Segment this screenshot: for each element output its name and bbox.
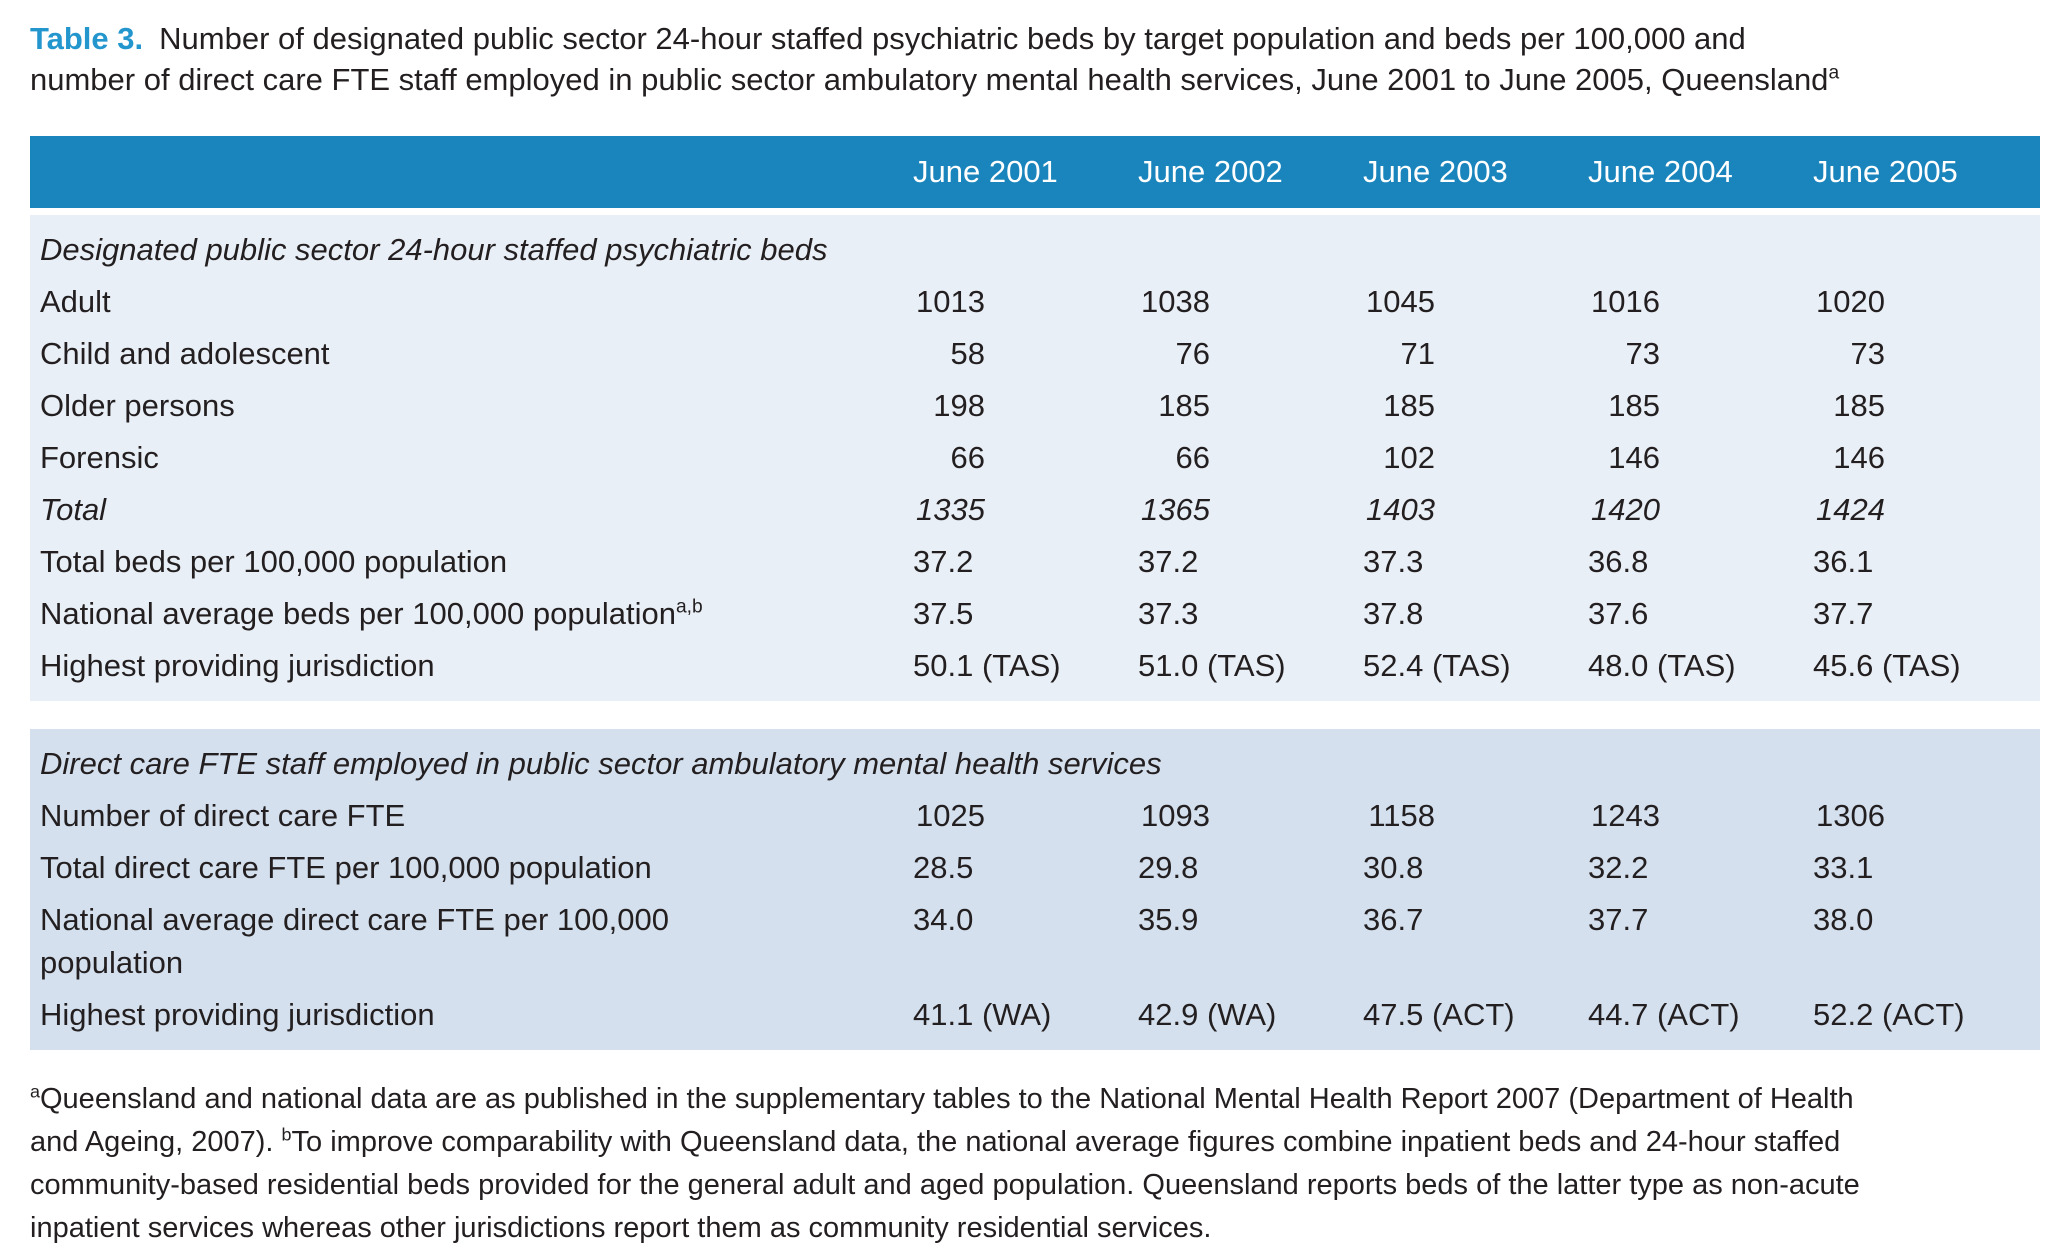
caption-line-2 (30, 59, 2037, 100)
value-cell (1138, 436, 1363, 479)
caption-footnote-marker: a (1828, 62, 1840, 84)
table-row (30, 587, 2040, 639)
column-header-june-2003: June 2003 (1363, 154, 1508, 189)
value-cell (1138, 384, 1363, 427)
table-row (30, 988, 2040, 1040)
footnote-text: community-based residential beds provided for the general adult and aged population. Queensland reports beds of the latter type as non-acute (30, 1169, 1860, 1201)
value-number: 1016 (1591, 284, 1660, 319)
value-cell (1588, 384, 1813, 427)
value-number: 1403 (1366, 492, 1435, 527)
column-header-june-2001: June 2001 (913, 154, 1058, 189)
footnote-line (30, 1121, 2037, 1164)
table-row (30, 893, 2040, 988)
value-cell: 37.2 (913, 544, 974, 579)
value-number: 73 (1850, 336, 1885, 371)
caption-text-1: Number of designated public sector 24-hour staffed psychiatric beds by target population and beds per 100,000 and (159, 21, 1746, 56)
value-cell (1588, 280, 1813, 323)
row-label (30, 540, 913, 583)
value-cell: 37.7 (1588, 902, 1649, 937)
footnote-text: inpatient services whereas other jurisdictions report them as community residential services. (30, 1212, 1212, 1244)
footnote-text: and Ageing, 2007). (30, 1126, 282, 1158)
section-header-row (30, 223, 2040, 275)
row-footnote-marker: a,b (675, 596, 703, 618)
value-cell (1813, 488, 2038, 531)
value-cell (1813, 332, 2038, 375)
footnote-text: To improve comparability with Queensland data, the national average figures combine inpatient beds and 24-hour staffed (291, 1126, 1841, 1158)
value-number: 1306 (1816, 798, 1885, 833)
value-number: 73 (1625, 336, 1660, 371)
value-cell (913, 794, 1138, 837)
row-label-line: Number of direct care FTE (40, 798, 406, 833)
value-cell (913, 332, 1138, 375)
value-cell (1138, 794, 1363, 837)
value-cell: 36.8 (1588, 544, 1649, 579)
value-cell: 30.8 (1363, 850, 1424, 885)
value-cell (1363, 280, 1588, 323)
value-cell: 37.6 (1588, 596, 1649, 631)
value-cell: 33.1 (1813, 850, 1874, 885)
row-label (30, 794, 913, 837)
footnote-line (30, 1207, 2037, 1250)
value-number: 146 (1833, 440, 1885, 475)
value-number: 1243 (1591, 798, 1660, 833)
value-cell: 44.7 (ACT) (1588, 997, 1740, 1032)
value-cell (913, 488, 1138, 531)
value-cell: 48.0 (TAS) (1588, 648, 1736, 683)
caption-text-2: number of direct care FTE staff employed in public sector ambulatory mental health services, June 2001 to June 2005, Queensland (30, 62, 1829, 97)
value-number: 66 (950, 440, 985, 475)
value-cell (1363, 332, 1588, 375)
value-cell: 51.0 (TAS) (1138, 648, 1286, 683)
value-cell: 41.1 (WA) (913, 997, 1052, 1032)
table-row (30, 379, 2040, 431)
value-cell: 32.2 (1588, 850, 1649, 885)
column-header-june-2004: June 2004 (1588, 154, 1733, 189)
value-cell (1588, 488, 1813, 531)
footnote-line (30, 1078, 2037, 1121)
value-cell (913, 384, 1138, 427)
value-cell (1813, 794, 2038, 837)
row-label-line: National average beds per 100,000 population$^{a,b}$ (40, 596, 703, 631)
row-label (30, 993, 913, 1036)
table-number-label: Table 3. (30, 21, 144, 56)
value-number: 58 (950, 336, 985, 371)
value-cell (1588, 436, 1813, 479)
value-cell (913, 436, 1138, 479)
row-label-line: Child and adolescent (40, 336, 330, 371)
value-number: 185 (1608, 388, 1660, 423)
row-label (30, 592, 913, 635)
footnote-text: Queensland and national data are as published in the supplementary tables to the National Mental Health Report 2007 (Department of Health (40, 1083, 1854, 1115)
row-label (30, 898, 913, 984)
value-cell: 35.9 (1138, 902, 1199, 937)
row-label-line: Total (40, 492, 107, 527)
table-row (30, 841, 2040, 893)
value-cell: 45.6 (TAS) (1813, 648, 1961, 683)
row-label-line: population (40, 945, 184, 980)
section-header-label: Direct care FTE staff employed in public sector ambulatory mental health services (40, 746, 1162, 781)
value-cell (913, 280, 1138, 323)
value-cell: 34.0 (913, 902, 974, 937)
table-caption (0, 0, 2065, 100)
value-cell (1138, 332, 1363, 375)
row-label-line: Older persons (40, 388, 235, 423)
table-section-psychiatric-beds (30, 215, 2040, 701)
value-number: 185 (1383, 388, 1435, 423)
value-cell: 37.8 (1363, 596, 1424, 631)
value-cell: 52.2 (ACT) (1813, 997, 1965, 1032)
footnote-marker: b (281, 1124, 292, 1145)
row-label-line: Total beds per 100,000 population (40, 544, 508, 579)
caption-line-1 (30, 18, 2037, 59)
table-header-row (30, 136, 2040, 208)
value-number: 1013 (916, 284, 985, 319)
value-number: 1045 (1366, 284, 1435, 319)
value-cell: 50.1 (TAS) (913, 648, 1061, 683)
column-header-june-2002: June 2002 (1138, 154, 1283, 189)
value-number: 1335 (916, 492, 985, 527)
table-section-fte-staff (30, 729, 2040, 1050)
section-header-row (30, 737, 2040, 789)
value-cell: 52.4 (TAS) (1363, 648, 1511, 683)
value-cell: 37.5 (913, 596, 974, 631)
value-number: 146 (1608, 440, 1660, 475)
value-cell: 36.1 (1813, 544, 1874, 579)
row-label-line: Adult (40, 284, 111, 319)
value-cell: 42.9 (WA) (1138, 997, 1277, 1032)
value-cell (1588, 794, 1813, 837)
value-cell (1363, 488, 1588, 531)
value-cell (1363, 384, 1588, 427)
value-number: 1365 (1141, 492, 1210, 527)
value-cell: 37.3 (1363, 544, 1424, 579)
value-cell (1138, 488, 1363, 531)
row-label-line: Highest providing jurisdiction (40, 997, 435, 1032)
value-number: 1020 (1816, 284, 1885, 319)
column-header-june-2005: June 2005 (1813, 154, 1958, 189)
footnote-marker: a (30, 1081, 40, 1102)
value-cell (1813, 384, 2038, 427)
value-number: 71 (1400, 336, 1435, 371)
value-cell: 36.7 (1363, 902, 1424, 937)
value-cell: 29.8 (1138, 850, 1199, 885)
value-cell: 37.7 (1813, 596, 1874, 631)
value-number: 1093 (1141, 798, 1210, 833)
row-label-line: National average direct care FTE per 100,000 (40, 902, 669, 937)
value-cell (1813, 436, 2038, 479)
value-number: 1424 (1816, 492, 1885, 527)
row-label (30, 384, 913, 427)
row-label-line: Total direct care FTE per 100,000 population (40, 850, 652, 885)
value-cell (1588, 332, 1813, 375)
value-number: 76 (1175, 336, 1210, 371)
value-number: 1038 (1141, 284, 1210, 319)
value-number: 1420 (1591, 492, 1660, 527)
value-cell: 28.5 (913, 850, 974, 885)
table-row (30, 483, 2040, 535)
table-row (30, 789, 2040, 841)
value-number: 102 (1383, 440, 1435, 475)
table-row (30, 535, 2040, 587)
value-cell (1813, 280, 2038, 323)
value-cell (1138, 280, 1363, 323)
footnote-line (30, 1164, 2037, 1207)
row-label (30, 488, 913, 531)
table-row (30, 275, 2040, 327)
value-number: 66 (1175, 440, 1210, 475)
row-label (30, 280, 913, 323)
value-number: 1158 (1368, 798, 1435, 833)
value-cell (1363, 794, 1588, 837)
section-header-label: Designated public sector 24-hour staffed psychiatric beds (40, 232, 828, 267)
row-label-line: Highest providing jurisdiction (40, 648, 435, 683)
row-label (30, 332, 913, 375)
value-cell: 38.0 (1813, 902, 1874, 937)
value-cell: 37.3 (1138, 596, 1199, 631)
table-row (30, 327, 2040, 379)
value-number: 185 (1833, 388, 1885, 423)
row-label (30, 644, 913, 687)
value-number: 185 (1158, 388, 1210, 423)
table-row (30, 431, 2040, 483)
value-cell: 37.2 (1138, 544, 1199, 579)
value-number: 198 (933, 388, 985, 423)
footnotes (30, 1078, 2037, 1250)
value-number: 1025 (916, 798, 985, 833)
value-cell: 47.5 (ACT) (1363, 997, 1515, 1032)
row-label (30, 436, 913, 479)
row-label-line: Forensic (40, 440, 159, 475)
value-cell (1363, 436, 1588, 479)
row-label (30, 846, 913, 889)
table-row (30, 639, 2040, 691)
